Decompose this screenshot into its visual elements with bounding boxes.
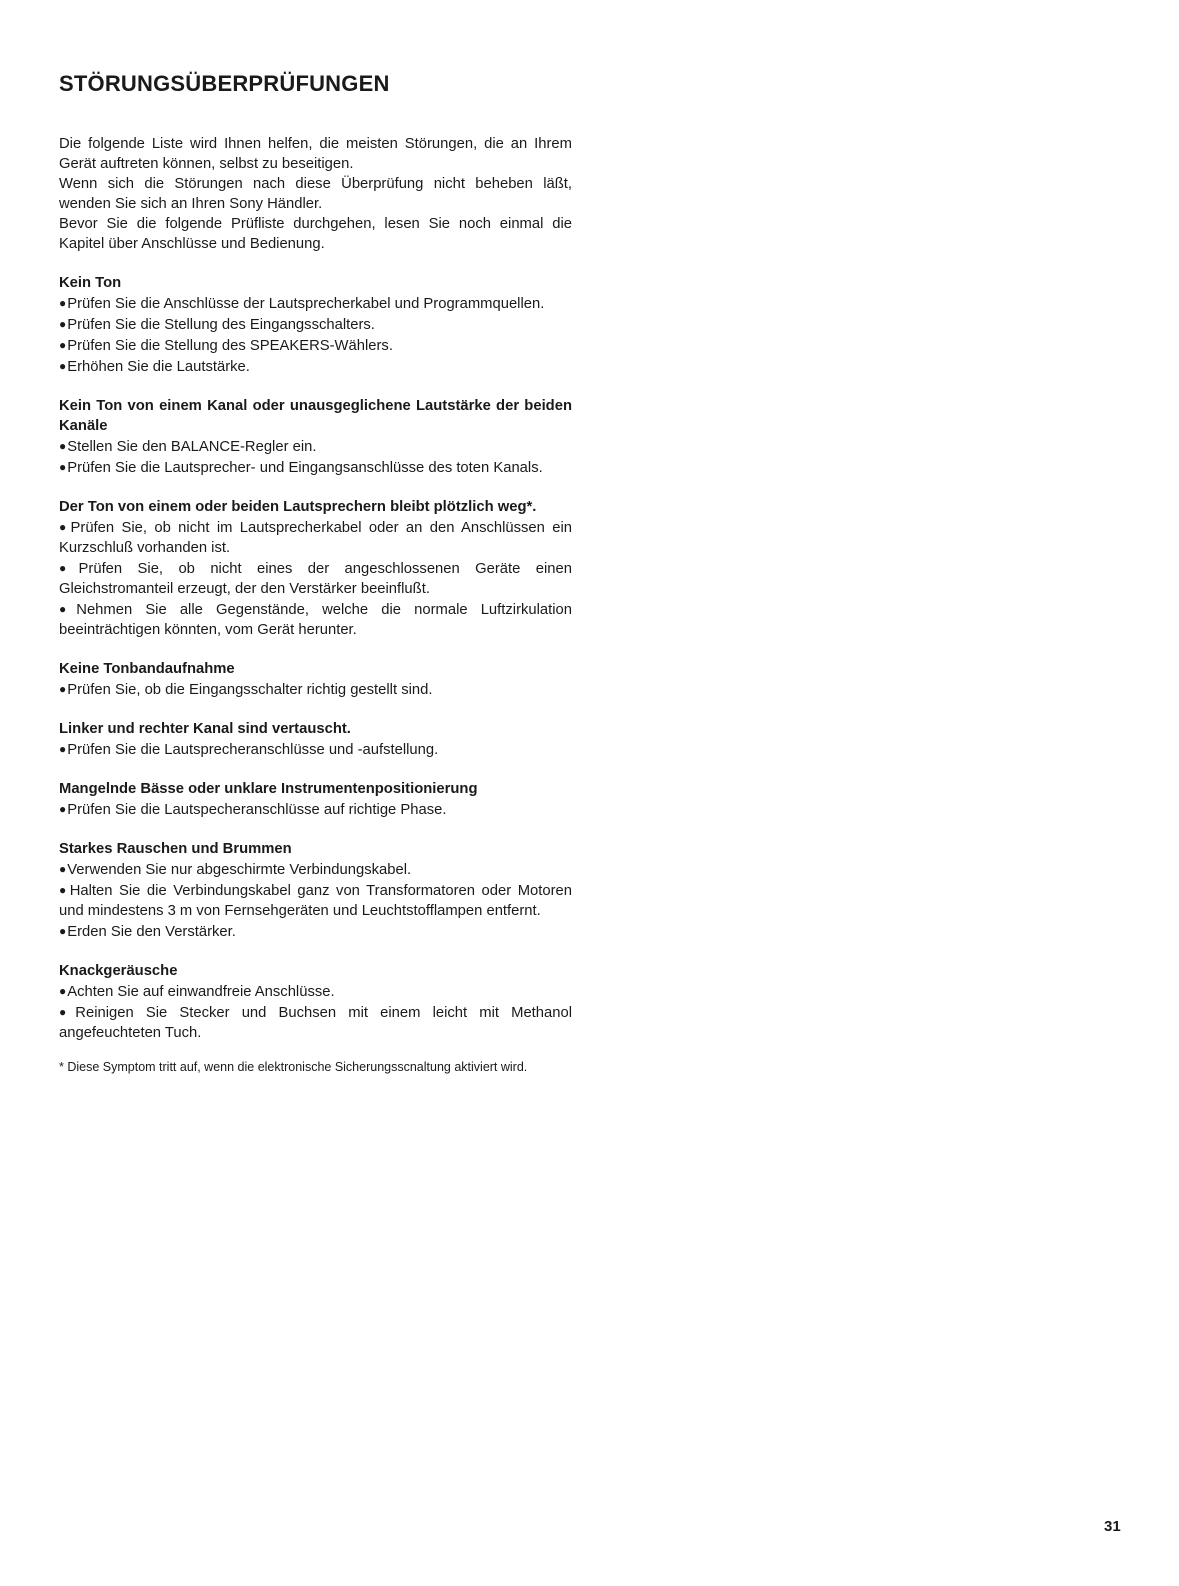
bullet-icon: ●	[59, 359, 67, 373]
list-item: ●Prüfen Sie die Lautspecheranschlüsse auf richtige Phase.	[59, 802, 447, 818]
section-heading: Kein Ton	[59, 275, 122, 291]
list-item: ●Achten Sie auf einwandfreie Anschlüsse.	[59, 984, 335, 1000]
list-item: ●Prüfen Sie die Stellung des SPEAKERS-Wählers.	[59, 338, 393, 354]
list-item: ●Verwenden Sie nur abgeschirmte Verbindungskabel.	[59, 862, 412, 878]
intro-paragraph: Bevor Sie die folgende Prüfliste durchgehen, lesen Sie noch einmal die Kapitel über Anschlüsse und Bedienung.	[59, 216, 572, 252]
list-item: ●Nehmen Sie alle Gegenstände, welche die normale Luftzirkulation beeinträchtigen könnten, vom Gerät herunter.	[59, 602, 572, 638]
section-ton-weg	[59, 497, 572, 640]
list-item: ●Prüfen Sie, ob nicht eines der angeschlossenen Geräte einen Gleichstromanteil erzeugt, der den Verstärker beeinflußt.	[59, 561, 572, 597]
list-item: ●Prüfen Sie, ob die Eingangsschalter richtig gestellt sind.	[59, 682, 433, 698]
page-title: STÖRUNGSÜBERPRÜFUNGEN	[59, 71, 390, 96]
intro-paragraph: Die folgende Liste wird Ihnen helfen, die meisten Störungen, die an Ihrem Gerät auftreten können, selbst zu beseitigen.	[59, 136, 572, 172]
list-item: ●Erden Sie den Verstärker.	[59, 924, 236, 940]
section-heading: Der Ton von einem oder beiden Lautsprechern bleibt plötzlich weg*.	[59, 499, 537, 515]
bullet-icon: ●	[59, 317, 67, 331]
list-item: ●Prüfen Sie die Stellung des Eingangsschalters.	[59, 317, 375, 333]
list-item: ●Stellen Sie den BALANCE-Regler ein.	[59, 439, 317, 455]
bullet-icon: ●	[59, 561, 78, 575]
section-rauschen	[59, 839, 572, 942]
section-kein-ton-kanal	[59, 396, 572, 478]
section-heading: Mangelnde Bässe oder unklare Instrumentenpositionierung	[59, 781, 478, 797]
bullet-icon: ●	[59, 984, 67, 998]
section-heading: Knackgeräusche	[59, 963, 178, 979]
list-item: ●Prüfen Sie die Anschlüsse der Lautsprecherkabel und Programmquellen.	[59, 296, 545, 312]
section-baesse	[59, 779, 572, 820]
footnote: * Diese Symptom tritt auf, wenn die elektronische Sicherungsscnaltung aktiviert wird.	[59, 1060, 528, 1074]
bullet-icon: ●	[59, 439, 67, 453]
intro-paragraph: Wenn sich die Störungen nach diese Überprüfung nicht beheben läßt, wenden Sie sich an Ihren Sony Händler.	[59, 176, 572, 212]
bullet-icon: ●	[59, 883, 69, 897]
section-heading: Keine Tonbandaufnahme	[59, 661, 235, 677]
list-item: ●Halten Sie die Verbindungskabel ganz von Transformatoren oder Motoren und mindestens 3 m von Fernsehgeräten und Leuchtstofflampen entfernt.	[59, 883, 572, 919]
list-item: ●Reinigen Sie Stecker und Buchsen mit einem leicht mit Methanol angefeuchteten Tuch.	[59, 1005, 572, 1041]
bullet-icon: ●	[59, 924, 67, 938]
bullet-icon: ●	[59, 520, 70, 534]
bullet-icon: ●	[59, 802, 67, 816]
bullet-icon: ●	[59, 602, 76, 616]
page-number: 31	[1104, 1518, 1121, 1535]
bullet-icon: ●	[59, 296, 67, 310]
section-heading: Kein Ton von einem Kanal oder unausgeglichene Lautstärke der beiden Kanäle	[59, 398, 572, 434]
section-heading: Linker und rechter Kanal sind vertauscht.	[59, 721, 351, 737]
section-knackgeraeusche	[59, 961, 572, 1043]
section-kein-ton	[59, 273, 572, 377]
list-item: ●Prüfen Sie, ob nicht im Lautsprecherkabel oder an den Anschlüssen ein Kurzschluß vorhanden ist.	[59, 520, 572, 556]
bullet-icon: ●	[59, 1005, 75, 1019]
bullet-icon: ●	[59, 460, 67, 474]
bullet-icon: ●	[59, 862, 67, 876]
section-tonbandaufnahme	[59, 659, 572, 700]
list-item: ●Prüfen Sie die Lautsprecheranschlüsse und -aufstellung.	[59, 742, 439, 758]
bullet-icon: ●	[59, 338, 67, 352]
intro	[59, 134, 572, 254]
content-column	[59, 134, 572, 1088]
list-item: ●Erhöhen Sie die Lautstärke.	[59, 359, 250, 375]
section-kanal-vertauscht	[59, 719, 572, 760]
section-heading: Starkes Rauschen und Brummen	[59, 841, 292, 857]
list-item: ●Prüfen Sie die Lautsprecher- und Eingangsanschlüsse des toten Kanals.	[59, 460, 543, 476]
bullet-icon: ●	[59, 682, 67, 696]
bullet-icon: ●	[59, 742, 67, 756]
